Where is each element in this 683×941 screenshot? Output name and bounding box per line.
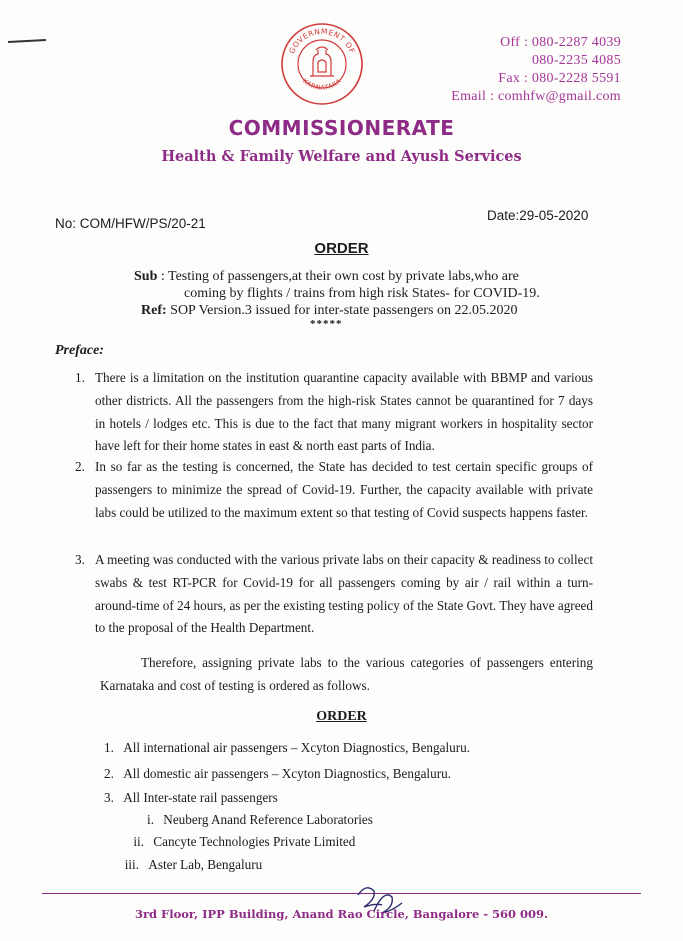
therefore-paragraph: Therefore, assigning private labs to the various categories of passengers entering Karnataka and cost of testing is ordered as follows. <box>100 655 593 693</box>
office-phone-1: Off : 080-2287 4039 <box>500 35 621 50</box>
rail-lab-name: Aster Lab, Bengaluru <box>148 857 263 872</box>
preface-point-text: A meeting was conducted with the various private labs on their capacity & readiness to collect swabs & test RT-PCR for Covid-19 for all passengers coming by air / rail within a turn-around-time of 24 hours, as per the existing testing policy of the State Govt. They have agreed to the proposal of the Health Department. <box>95 552 593 636</box>
preface-point-text: There is a limitation on the institution quarantine capacity available with BBMP and various other districts. All the passengers from the high-risk States cannot be quarantined for 7 days in hotels / lodges etc. This is due to the fact that many migrant workers in hospitality sector have left for their home states in east & north east parts of India. <box>95 370 593 454</box>
svg-text:GOVERNMENT OF <box>287 27 357 55</box>
order-date: Date:29-05-2020 <box>487 208 589 223</box>
subject-label: Sub <box>134 269 158 284</box>
subject-line-1 <box>134 268 519 286</box>
order-subheading: ORDER <box>316 709 367 724</box>
preface-point-text: In so far as the testing is concerned, the State has decided to test certain specific groups of passengers to minimize the spread of Covid-19. Further, the capacity available with private labs could be utilized to the maximum extent so that testing of Covid suspects happens faster. <box>95 459 593 520</box>
contact-block <box>451 34 621 106</box>
reference-label: Ref: <box>141 303 167 318</box>
preface-point-number: 1. <box>75 370 85 385</box>
order-item-number: 1. <box>104 740 114 755</box>
svg-text:KARNATAKA <box>301 77 343 92</box>
rail-lab-number: iii. <box>124 857 139 872</box>
order-item-number: 2. <box>104 766 114 781</box>
rail-lab-2 <box>124 834 355 850</box>
subject-text-1: : Testing of passengers,at their own cost by private labs,who are <box>160 269 519 284</box>
government-seal-icon <box>280 22 364 106</box>
preface-point-2 <box>75 456 593 524</box>
rail-lab-3 <box>119 857 262 873</box>
rail-lab-name: Cancyte Technologies Private Limited <box>153 834 356 849</box>
office-phone-2: 080-2235 4085 <box>531 53 621 68</box>
seal-bottom-text: KARNATAKA <box>300 76 344 92</box>
preface-point-number: 3. <box>75 552 85 567</box>
preface-point-number: 2. <box>75 459 85 474</box>
seal-top-text: GOVERNMENT OF <box>287 26 357 55</box>
subject-text-2: coming by flights / trains from high risk States- for COVID-19. <box>184 286 540 301</box>
rail-lab-1 <box>134 812 373 828</box>
footer-address: 3rd Floor, IPP Building, Anand Rao Circle, Bangalore - 560 009. <box>134 907 549 921</box>
order-item-1 <box>104 740 470 756</box>
order-item-text: All international air passengers – Xcyton Diagnostics, Bengaluru. <box>123 740 471 755</box>
margin-dash-mark <box>8 39 46 43</box>
footer-divider <box>42 893 641 894</box>
preface-point-3 <box>75 549 593 640</box>
reference-number: No: COM/HFW/PS/20-21 <box>55 216 206 231</box>
order-item-text: All Inter-state rail passengers <box>123 790 278 805</box>
reference-text: SOP Version.3 issued for inter-state passengers on 22.05.2020 <box>170 303 518 318</box>
email-address: Email : comhfw@gmail.com <box>451 89 621 104</box>
preface-label: Preface: <box>55 343 104 358</box>
rail-lab-name: Neuberg Anand Reference Laboratories <box>163 812 373 827</box>
order-item-2 <box>104 766 451 782</box>
rail-lab-number: ii. <box>133 834 144 849</box>
order-item-text: All domestic air passengers – Xcyton Diagnostics, Bengaluru. <box>123 766 451 781</box>
preface-point-1 <box>75 367 593 458</box>
letterhead-subtitle: Health & Family Welfare and Ayush Services <box>161 148 522 165</box>
separator-stars: ***** <box>310 318 343 330</box>
letterhead-title: COMMISSIONERATE <box>228 116 455 140</box>
order-heading: ORDER <box>314 240 369 257</box>
fax-number: Fax : 080-2228 5591 <box>498 71 621 86</box>
rail-lab-number: i. <box>147 812 154 827</box>
order-item-number: 3. <box>104 790 114 805</box>
order-item-3 <box>104 790 278 806</box>
